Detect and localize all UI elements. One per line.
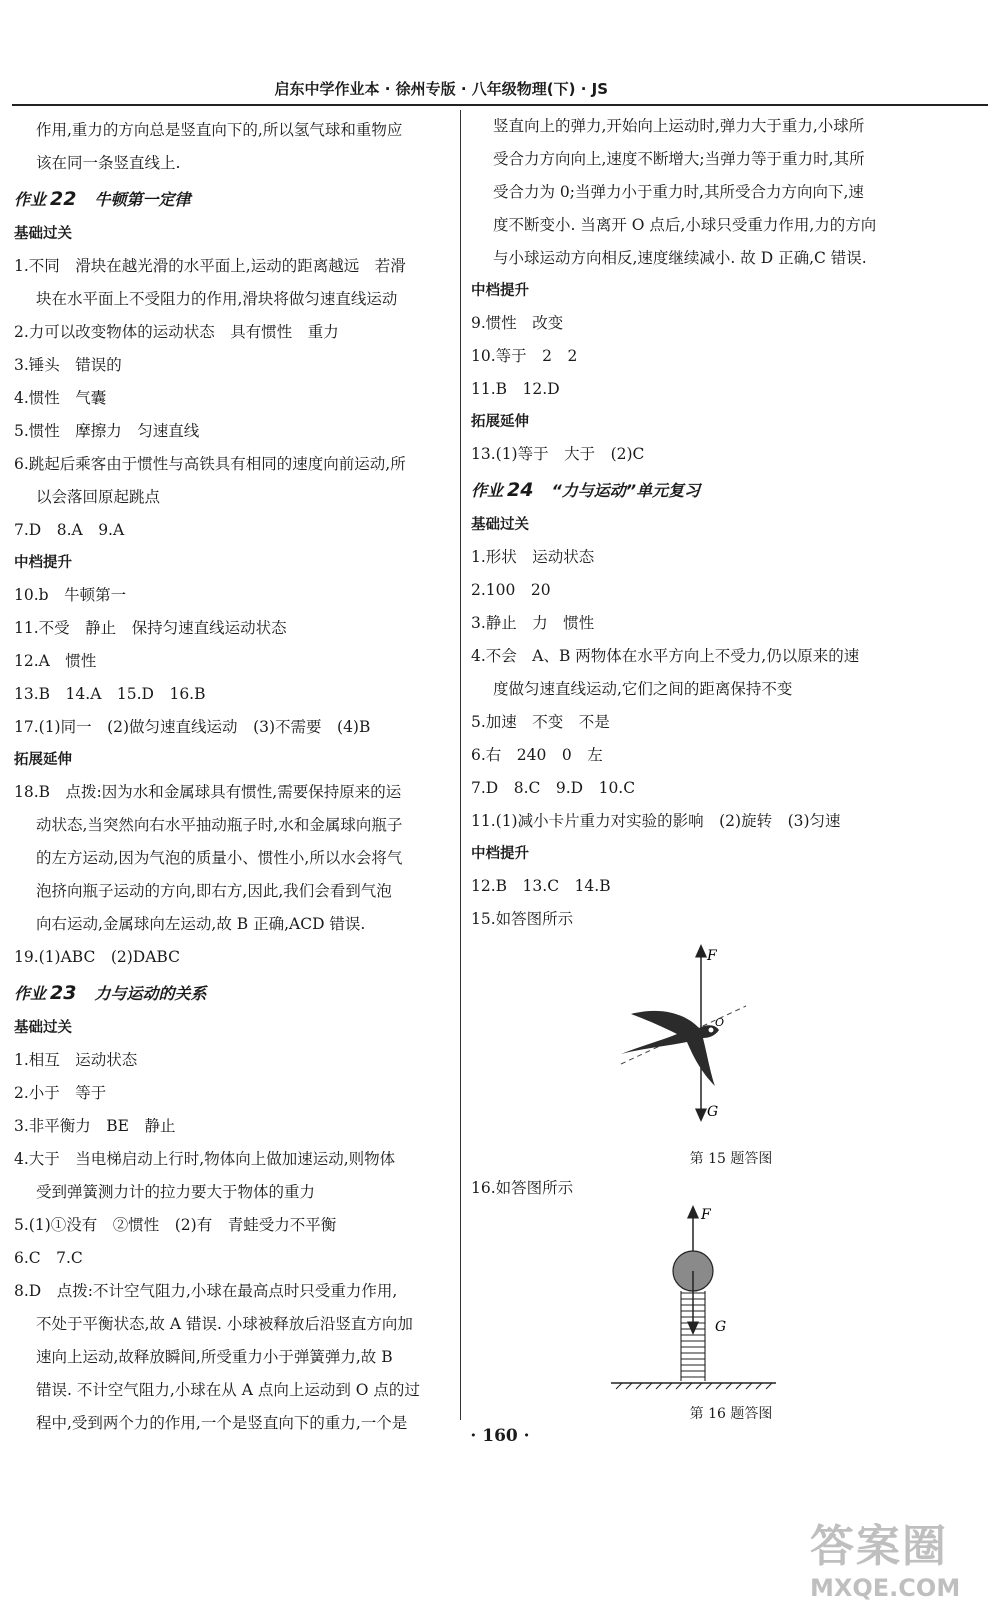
answer-line: 的左方运动,因为气泡的质量小、惯性小,所以水会将气 xyxy=(36,849,403,867)
answer-line: 程中,受到两个力的作用,一个是竖直向下的重力,一个是 xyxy=(36,1414,408,1432)
assignment-heading-22 xyxy=(14,180,454,218)
answer-line: 动状态,当突然向右水平抽动瓶子时,水和金属球向瓶子 xyxy=(36,816,403,834)
answer-line: 2.小于 等于 xyxy=(14,1084,107,1102)
answer-line: 度做匀速直线运动,它们之间的距离保持不变 xyxy=(493,680,793,698)
text-line: 与小球运动方向相反,速度继续减小. 故 D 正确,C 错误. xyxy=(493,249,867,267)
answer-line: 13.(1)等于 大于 (2)C xyxy=(471,445,645,463)
answer-line: 块在水平面上不受阻力的作用,滑块将做匀速直线运动 xyxy=(36,290,398,308)
answer-line: 不处于平衡状态,故 A 错误. 小球被释放后沿竖直方向加 xyxy=(36,1315,413,1333)
label-f: F xyxy=(707,948,717,964)
label-f: F xyxy=(701,1207,711,1223)
answer-line: 6.右 240 0 左 xyxy=(471,746,603,764)
answer-line: 12.B 13.C 14.B xyxy=(471,877,611,895)
ground-hatch xyxy=(616,1383,772,1389)
figure-16-caption: 第 16 题答图 xyxy=(689,1406,773,1422)
watermark-logo xyxy=(810,1510,980,1602)
answer-line: 6.C 7.C xyxy=(14,1249,83,1267)
text-line: 受合力方向向上,速度不断增大;当弹力等于重力时,其所 xyxy=(493,150,865,168)
page-header xyxy=(12,78,988,106)
answer-line: 3.非平衡力 BE 静止 xyxy=(14,1117,176,1135)
label-g: G xyxy=(715,1319,727,1335)
answer-line: 2.力可以改变物体的运动状态 具有惯性 重力 xyxy=(14,323,339,341)
answer-line: 8.D 点拨:不计空气阻力,小球在最高点时只受重力作用, xyxy=(14,1282,398,1300)
answer-line: 4.不会 A、B 两物体在水平方向上不受力,仍以原来的速 xyxy=(471,647,860,665)
answer-line: 7.D 8.C 9.D 10.C xyxy=(471,779,636,797)
page-number: · 160 · xyxy=(470,1426,530,1446)
assignment-title: 力与运动的关系 xyxy=(94,984,207,1003)
point-o-marker xyxy=(708,1027,714,1033)
answer-line: 12.A 惯性 xyxy=(14,652,97,670)
answer-line: 15.如答图所示 xyxy=(471,910,574,928)
text-line: 该在同一条竖直线上. xyxy=(36,154,181,172)
answer-line: 11.不受 静止 保持匀速直线运动状态 xyxy=(14,619,287,637)
text-line: 度不断变小. 当离开 O 点后,小球只受重力作用,力的方向 xyxy=(493,216,877,234)
section-heading: 中档提升 xyxy=(14,555,72,571)
swallow-icon xyxy=(621,1011,719,1086)
label-o: O xyxy=(715,1016,725,1029)
section-heading: 基础过关 xyxy=(14,226,72,242)
answer-line: 以会落回原起跳点 xyxy=(36,488,161,506)
figure-16-diagram xyxy=(471,1205,991,1401)
assignment-prefix: 作业 xyxy=(14,984,47,1003)
assignment-title: 牛顿第一定律 xyxy=(94,190,191,209)
answer-line: 16.如答图所示 xyxy=(471,1179,574,1197)
section-heading: 基础过关 xyxy=(14,1020,72,1036)
assignment-prefix: 作业 xyxy=(14,190,47,209)
answer-line: 18.B 点拨:因为水和金属球具有惯性,需要保持原来的运 xyxy=(14,783,402,801)
answer-line: 2.100 20 xyxy=(471,581,551,599)
answer-line: 向右运动,金属球向左运动,故 B 正确,ACD 错误. xyxy=(36,915,366,933)
header-title: 启东中学作业本 · 徐州专版 · 八年级物理(下) · JS xyxy=(274,80,608,98)
section-heading: 基础过关 xyxy=(471,517,529,533)
answer-line: 3.锤头 错误的 xyxy=(14,356,122,374)
answer-line: 11.B 12.D xyxy=(471,380,560,398)
left-column xyxy=(14,114,454,1440)
assignment-prefix: 作业 xyxy=(471,481,504,500)
section-heading: 中档提升 xyxy=(471,846,529,862)
answer-line: 13.B 14.A 15.D 16.B xyxy=(14,685,206,703)
answer-line: 1.形状 运动状态 xyxy=(471,548,595,566)
figure-16 xyxy=(471,1205,991,1401)
watermark-url: MXQE.COM xyxy=(810,1574,961,1602)
figure-15-diagram xyxy=(471,936,991,1146)
assignment-number: 22 xyxy=(50,188,77,210)
answer-line: 泡挤向瓶子运动的方向,即右方,因此,我们会看到气泡 xyxy=(36,882,392,900)
answer-line: 19.(1)ABC (2)DABC xyxy=(14,948,180,966)
answer-line: 4.惯性 气囊 xyxy=(14,389,107,407)
watermark-text: 答案圈 xyxy=(810,1521,948,1572)
answer-line: 受到弹簧测力计的拉力要大于物体的重力 xyxy=(36,1183,316,1201)
section-heading: 拓展延伸 xyxy=(14,752,72,768)
assignment-heading-23 xyxy=(14,974,454,1012)
text-line: 竖直向上的弹力,开始向上运动时,弹力大于重力,小球所 xyxy=(493,117,865,135)
answer-line: 1.相互 运动状态 xyxy=(14,1051,138,1069)
section-heading: 拓展延伸 xyxy=(471,414,529,430)
figure-15-caption: 第 15 题答图 xyxy=(689,1151,773,1167)
assignment-number: 23 xyxy=(50,982,77,1004)
answer-line: 17.(1)同一 (2)做匀速直线运动 (3)不需要 (4)B xyxy=(14,718,371,736)
answer-line: 3.静止 力 惯性 xyxy=(471,614,595,632)
label-g: G xyxy=(707,1104,719,1120)
text-line: 受合力为 0;当弹力小于重力时,其所受合力方向向下,速 xyxy=(493,183,864,201)
assignment-number: 24 xyxy=(507,479,534,501)
answer-line: 速向上运动,故释放瞬间,所受重力小于弹簧弹力,故 B xyxy=(36,1348,393,1366)
answer-line: 7.D 8.A 9.A xyxy=(14,521,125,539)
figure-15 xyxy=(471,936,991,1146)
answer-line: 1.不同 滑块在越光滑的水平面上,运动的距离越远 若滑 xyxy=(14,257,406,275)
section-heading: 中档提升 xyxy=(471,283,529,299)
answer-line: 10.b 牛顿第一 xyxy=(14,586,127,604)
answer-line: 5.加速 不变 不是 xyxy=(471,713,610,731)
assignment-heading-24 xyxy=(471,471,991,509)
text-line: 作用,重力的方向总是竖直向下的,所以氢气球和重物应 xyxy=(36,121,403,139)
answer-line: 5.惯性 摩擦力 匀速直线 xyxy=(14,422,200,440)
answer-line: 6.跳起后乘客由于惯性与高铁具有相同的速度向前运动,所 xyxy=(14,455,406,473)
answer-line: 10.等于 2 2 xyxy=(471,347,578,365)
answer-line: 4.大于 当电梯启动上行时,物体向上做加速运动,则物体 xyxy=(14,1150,396,1168)
answer-line: 11.(1)减小卡片重力对实验的影响 (2)旋转 (3)匀速 xyxy=(471,812,841,830)
answer-line: 错误. 不计空气阻力,小球在从 A 点向上运动到 O 点的过 xyxy=(36,1381,420,1399)
right-column xyxy=(460,110,991,1420)
assignment-title: “力与运动”单元复习 xyxy=(551,481,701,500)
answer-line: 5.(1)①没有 ②惯性 (2)有 青蛙受力不平衡 xyxy=(14,1216,337,1234)
answer-line: 9.惯性 改变 xyxy=(471,314,564,332)
